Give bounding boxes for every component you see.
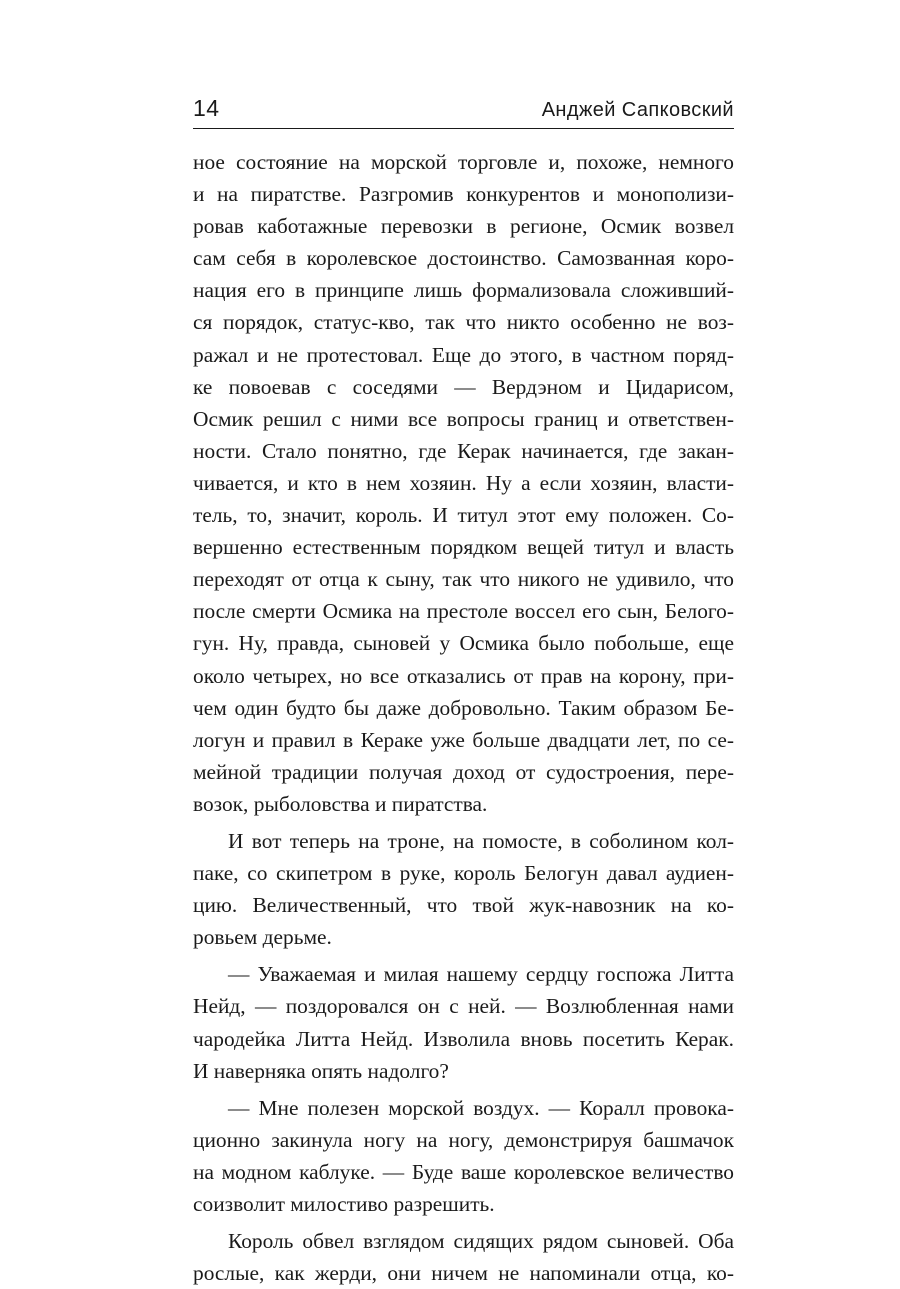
text-line: гун. Ну, правда, сыновей у Осмика было побольше, еще: [193, 631, 734, 656]
text-line: паке, со скипетром в руке, король Белогун давал аудиен-: [193, 861, 734, 886]
text-line: Король обвел взглядом сидящих рядом сыновей. Оба: [228, 1229, 734, 1254]
text-line: ровьем дерьме.: [193, 925, 332, 950]
paragraph: [193, 1092, 734, 1220]
text-line: логун и правил в Кераке уже больше двадцати лет, по се-: [193, 727, 734, 752]
text-line: — Уважаемая и милая нашему сердцу госпожа Литта: [228, 962, 734, 987]
body-text: [193, 146, 734, 1289]
text-line: переходят от отца к сыну, так что никого не удивило, что: [193, 567, 734, 592]
text-line: ное состояние на морской торговле и, похоже, немного: [193, 150, 734, 174]
text-line: ционно закинула ногу на ногу, демонстрируя башмачок: [193, 1127, 734, 1152]
text-line: Нейд, — поздоровался он с ней. — Возлюбленная нами: [193, 994, 734, 1019]
text-line: после смерти Осмика на престоле воссел его сын, Белого-: [193, 599, 734, 624]
author-name: Анджей Сапковский: [541, 99, 734, 121]
text-line: нация его в принципе лишь формализовала сложивший-: [193, 278, 734, 303]
text-line: возок, рыболовства и пиратства.: [193, 791, 488, 816]
text-line: около четырех, но все отказались от прав на корону, при-: [193, 663, 734, 688]
text-line: ке повоевав с соседями — Вердэном и Цидарисом,: [193, 374, 734, 399]
text-line: И вот теперь на троне, на помосте, в соболином кол-: [228, 828, 734, 853]
text-line: тель, то, значит, король. И титул этот ему положен. Со-: [193, 503, 734, 528]
running-header: [193, 92, 734, 129]
paragraph: [193, 146, 734, 820]
text-line: цию. Величественный, что твой жук-навозник на ко-: [193, 893, 734, 918]
paragraph: [193, 1225, 734, 1289]
page-number: 14: [193, 95, 220, 121]
text-line: чародейка Литта Нейд. Изволила вновь посетить Керак.: [193, 1026, 734, 1051]
text-line: мейной традиции получая доход от судостроения, пере-: [193, 759, 734, 784]
paragraph: [193, 825, 734, 953]
text-line: на модном каблуке. — Буде ваше королевское величество: [193, 1159, 734, 1184]
text-line: И наверняка опять надолго?: [193, 1058, 449, 1083]
text-line: ровав каботажные перевозки в регионе, Осмик возвел: [193, 214, 734, 239]
text-line: соизволит милостиво разрешить.: [193, 1192, 495, 1216]
text-line: чивается, и кто в нем хозяин. Ну а если хозяин, власти-: [193, 470, 734, 495]
text-line: и на пиратстве. Разгромив конкурентов и монополизи-: [193, 182, 734, 207]
text-line: Осмик решил с ними все вопросы границ и ответствен-: [193, 406, 734, 431]
text-line: вершенно естественным порядком вещей титул и власть: [193, 535, 734, 560]
text-line: ся порядок, статус-кво, так что никто особенно не воз-: [193, 310, 734, 335]
text-line: — Мне полезен морской воздух. — Коралл провока-: [228, 1095, 734, 1120]
text-line: сам себя в королевское достоинство. Самозванная коро-: [193, 246, 734, 271]
text-line: ражал и не протестовал. Еще до этого, в частном поряд-: [193, 342, 734, 367]
text-line: ности. Стало понятно, где Керак начинается, где закан-: [193, 438, 734, 463]
text-line: чем один будто бы даже добровольно. Таким образом Бе-: [193, 695, 734, 720]
paragraph: [193, 958, 734, 1086]
text-line: рослые, как жерди, они ничем не напоминали отца, ко-: [193, 1261, 734, 1286]
